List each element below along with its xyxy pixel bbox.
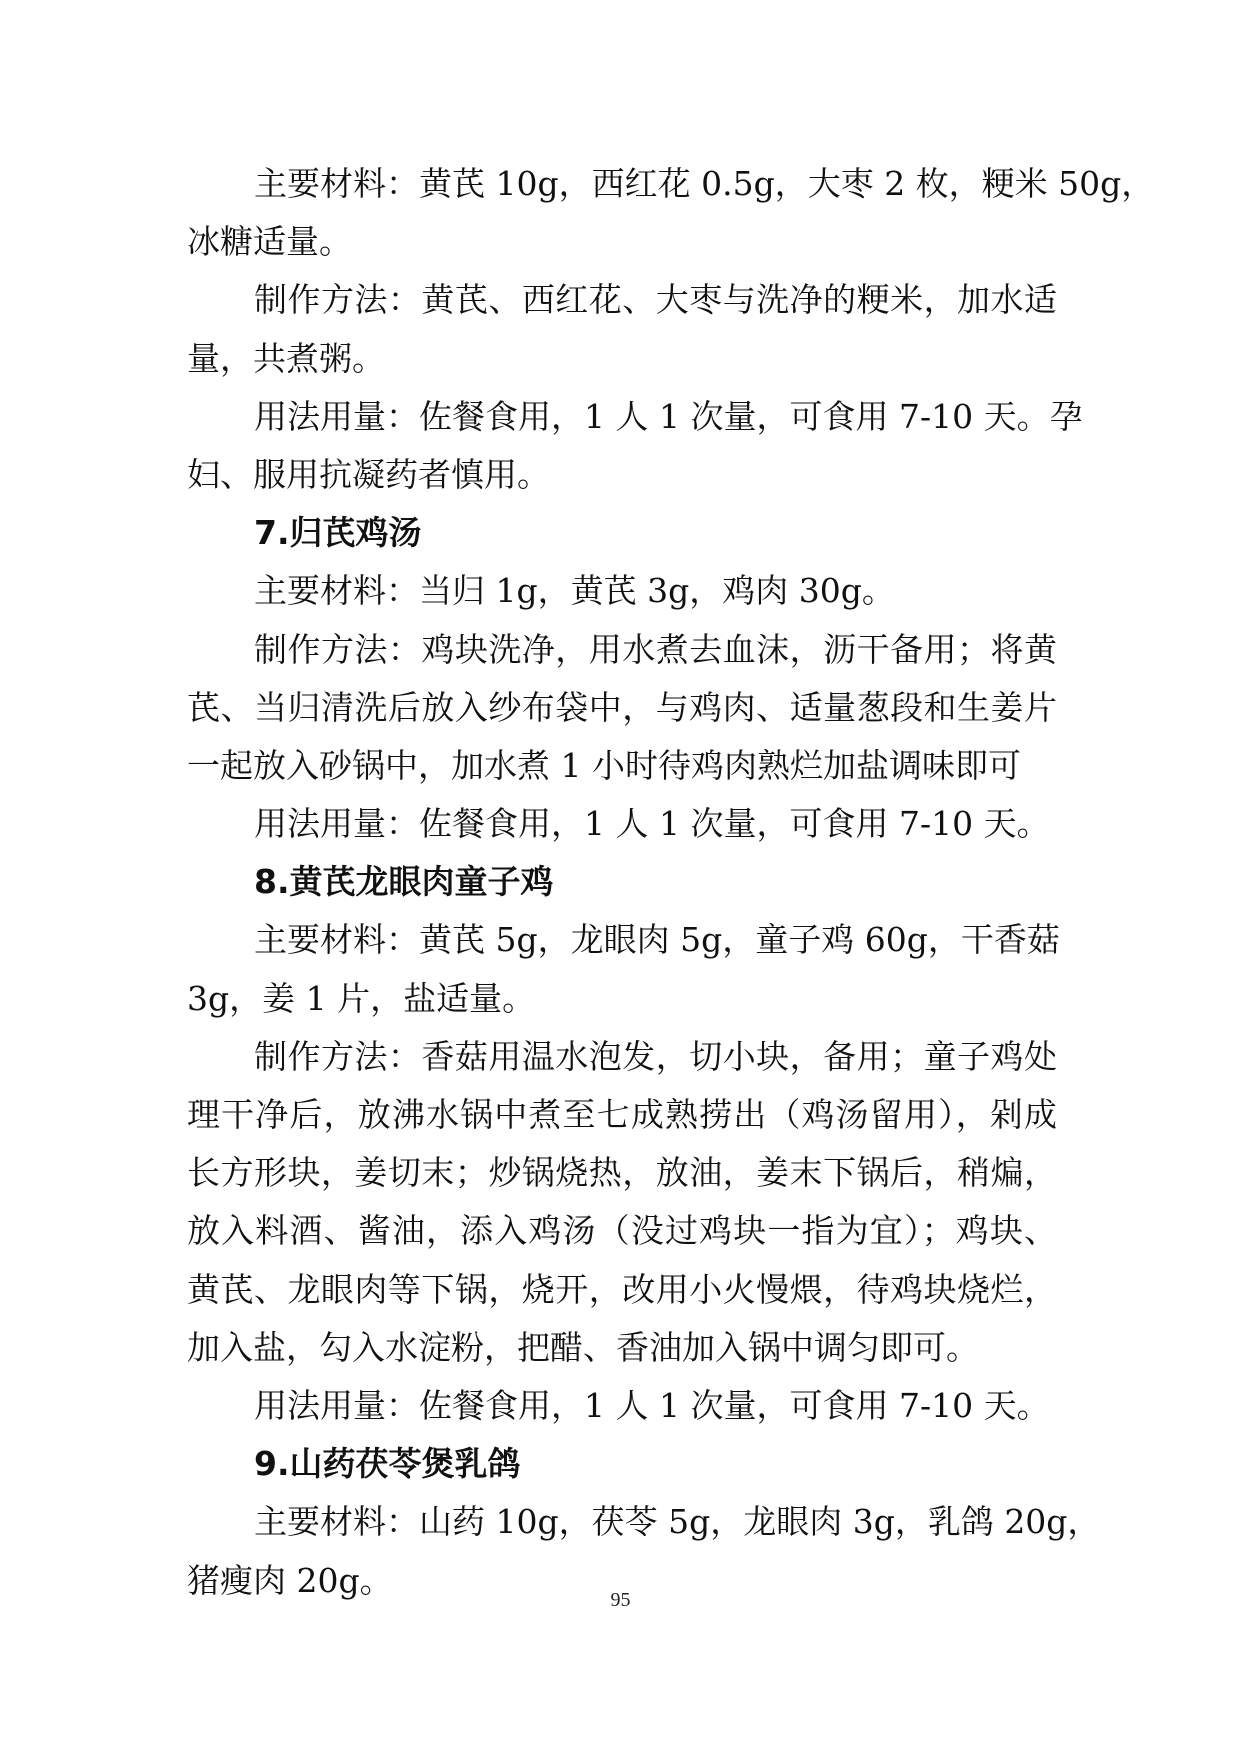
text-line: 猪瘦肉 20g。 (187, 1560, 393, 1600)
text-line: 量，共煮粥。 (187, 338, 385, 378)
text-line: 放入料酒、酱油，添入鸡汤（没过鸡块一指为宜）；鸡块、 (187, 1211, 1057, 1251)
section-heading: 9.山药茯苓煲乳鸽 (254, 1444, 521, 1484)
text-line: 主要材料：当归 1g，黄芪 3g，鸡肉 30g。 (254, 571, 895, 611)
text-line: 主要材料：黄芪 5g，龙眼肉 5g，童子鸡 60g，干香菇 (254, 920, 1060, 960)
text-line: 制作方法：鸡块洗净，用水煮去血沫，沥干备用；将黄 (254, 629, 1057, 669)
text-line: 用法用量：佐餐食用，1 人 1 次量，可食用 7-10 天。 (254, 1385, 1050, 1425)
section-heading: 8.黄芪龙眼肉童子鸡 (254, 862, 554, 902)
text-line: 用法用量：佐餐食用，1 人 1 次量，可食用 7-10 天。孕 (254, 396, 1083, 436)
text-line: 冰糖适量。 (187, 222, 352, 262)
page-body (187, 155, 1155, 1610)
text-line: 黄芪、龙眼肉等下锅，烧开，改用小火慢煨，待鸡块烧烂， (187, 1269, 1057, 1309)
text-line: 长方形块，姜切末；炒锅烧热，放油，姜末下锅后，稍煸， (187, 1153, 1057, 1193)
text-line: 妇、服用抗凝药者慎用。 (187, 454, 550, 494)
text-line: 制作方法：香菇用温水泡发，切小块，备用；童子鸡处 (254, 1036, 1057, 1076)
page-number: 95 (610, 1589, 631, 1611)
text-line: 主要材料：山药 10g，茯苓 5g，龙眼肉 3g，乳鸽 20g， (254, 1502, 1101, 1542)
text-line: 加入盐，勾入水淀粉，把醋、香油加入锅中调匀即可。 (187, 1327, 979, 1367)
text-line: 主要材料：黄芪 10g，西红花 0.5g，大枣 2 枚，粳米 50g， (254, 164, 1155, 203)
text-line: 用法用量：佐餐食用，1 人 1 次量，可食用 7-10 天。 (254, 804, 1050, 844)
text-line: 理干净后，放沸水锅中煮至七成熟捞出（鸡汤留用），剁成 (187, 1095, 1057, 1134)
section-heading: 7.归芪鸡汤 (254, 513, 422, 553)
text-line: 芪、当归清洗后放入纱布袋中，与鸡肉、适量葱段和生姜片 (187, 687, 1057, 727)
text-line: 制作方法：黄芪、西红花、大枣与洗净的粳米，加水适 (254, 280, 1057, 320)
text-line: 3g，姜 1 片，盐适量。 (187, 978, 536, 1018)
text-line: 一起放入砂锅中，加水煮 1 小时待鸡肉熟烂加盐调味即可 (187, 745, 1021, 785)
